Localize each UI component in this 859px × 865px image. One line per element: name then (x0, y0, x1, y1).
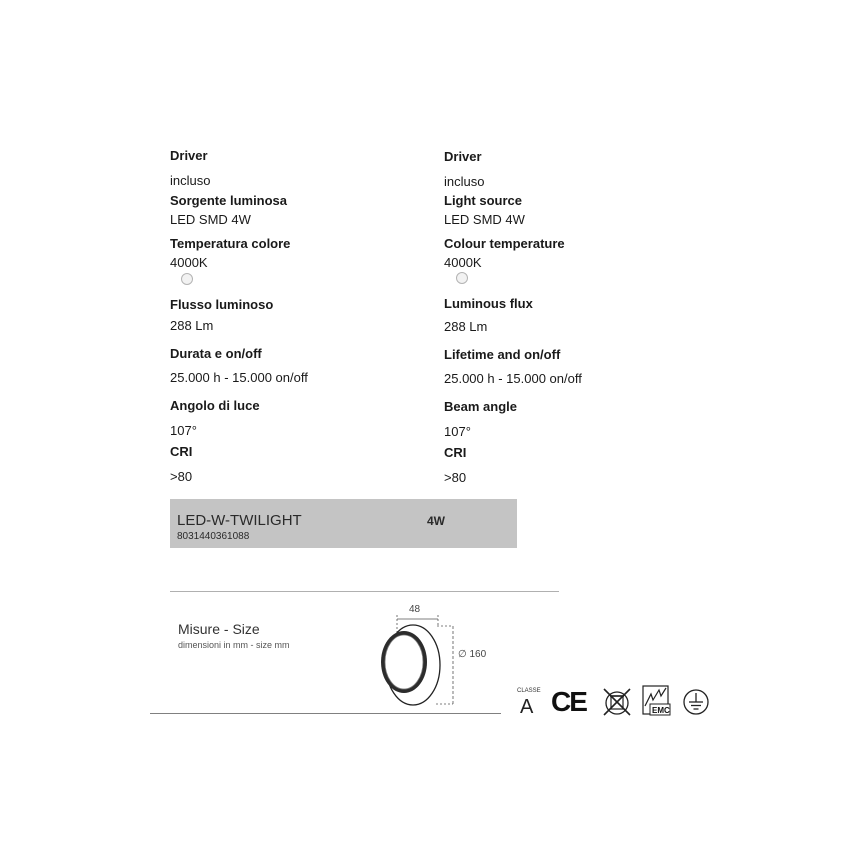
en-cri-value: >80 (444, 470, 467, 485)
it-cri-value: >80 (170, 469, 193, 484)
en-beam-value: 107° (444, 424, 471, 439)
it-flux-value: 288 Lm (170, 318, 214, 333)
it-beam-value: 107° (170, 423, 197, 438)
it-source-label: Sorgente luminosa (170, 193, 288, 208)
it-life-label: Durata e on/off (170, 346, 262, 361)
weee-bin-icon (601, 685, 633, 719)
it-life-value: 25.000 h - 15.000 on/off (170, 370, 308, 385)
size-subtitle: dimensioni in mm - size mm (178, 640, 290, 650)
emc-label: EMC (652, 706, 670, 715)
class-a-icon: A (520, 696, 534, 718)
en-color-swatch (456, 272, 468, 284)
product-power: 4W (427, 514, 445, 528)
class-label: CLASSE (517, 688, 541, 694)
size-divider-top (170, 591, 559, 592)
it-flux-label: Flusso luminoso (170, 297, 274, 312)
ground-icon (682, 688, 710, 716)
product-ean: 8031440361088 (177, 531, 250, 542)
it-source-value: LED SMD 4W (170, 212, 251, 227)
dimension-depth: 48 (409, 604, 421, 615)
en-flux-label: Luminous flux (444, 296, 533, 311)
it-driver-value: incluso (170, 173, 211, 188)
en-life-value: 25.000 h - 15.000 on/off (444, 371, 582, 386)
product-code: LED-W-TWILIGHT (177, 512, 302, 529)
it-color-swatch (181, 273, 193, 285)
en-source-value: LED SMD 4W (444, 212, 525, 227)
it-temp-value: 4000K (170, 255, 208, 270)
en-source-label: Light source (444, 193, 523, 208)
en-temp-value: 4000K (444, 255, 482, 270)
it-temp-label: Temperatura colore (170, 236, 291, 251)
en-driver-label: Driver (444, 149, 482, 164)
en-beam-label: Beam angle (444, 399, 517, 414)
size-title: Misure - Size (178, 621, 260, 637)
it-driver-label: Driver (170, 148, 208, 163)
it-cri-label: CRI (170, 444, 193, 459)
en-flux-value: 288 Lm (444, 319, 488, 334)
en-temp-label: Colour temperature (444, 236, 565, 251)
size-divider-bottom (150, 713, 501, 714)
ce-mark-icon: CE (551, 686, 586, 717)
en-cri-label: CRI (444, 445, 467, 460)
dimension-diameter: ∅ 160 (458, 649, 487, 660)
en-driver-value: incluso (444, 174, 485, 189)
it-beam-label: Angolo di luce (170, 398, 260, 413)
en-life-label: Lifetime and on/off (444, 347, 561, 362)
